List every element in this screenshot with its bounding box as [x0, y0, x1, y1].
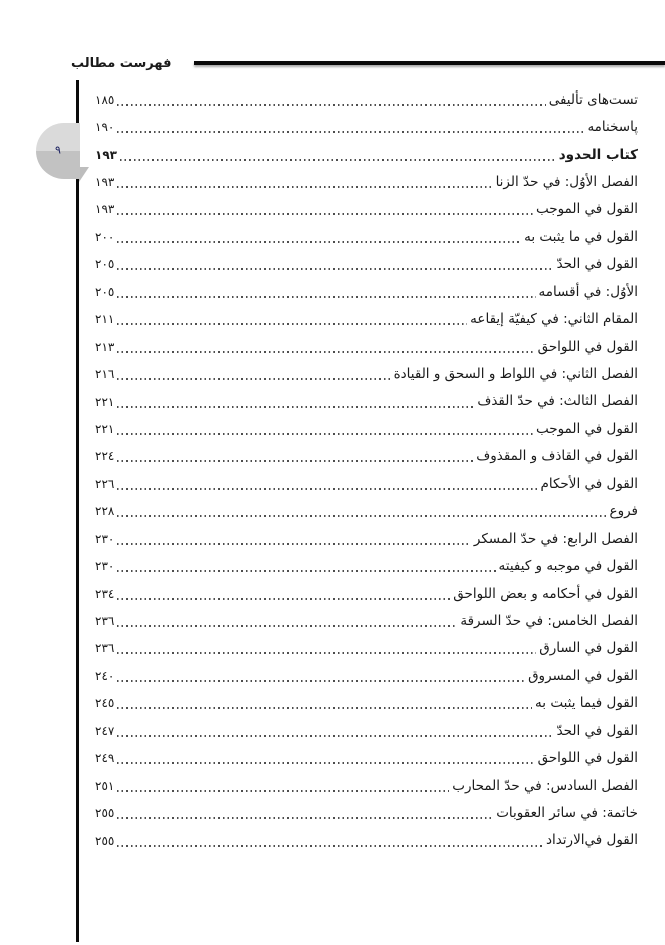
toc-row — [95, 772, 638, 799]
toc-row — [95, 168, 638, 195]
toc-entry-title: القول في اللواحق — [537, 338, 638, 355]
dot-leader — [117, 790, 449, 792]
dot-leader — [117, 570, 495, 572]
dot-leader — [117, 735, 553, 737]
dot-leader — [117, 762, 534, 764]
toc-entry-title: القول في‌الارتداد — [545, 832, 638, 849]
toc-entry-page-number: ٢٥٥ — [95, 806, 115, 821]
toc-entry-title: القول في القاذف و المقذوف — [476, 448, 638, 465]
toc-entry-page-number: ٢٤٠ — [95, 668, 115, 683]
toc-entry-title: المقام الثاني: في كيفيّة إيقاعه — [470, 311, 638, 328]
dot-leader — [117, 652, 536, 654]
toc-row — [95, 388, 638, 415]
toc-entry-title: القول في أحكامه و بعض اللواحق — [453, 585, 638, 602]
dot-leader — [117, 131, 584, 133]
toc-row — [95, 717, 638, 744]
header-rule — [194, 61, 665, 65]
toc-row — [95, 333, 638, 360]
toc-row — [95, 141, 638, 168]
toc-entry-page-number: ٢٢١ — [95, 394, 115, 409]
toc-entry-title: الفصل الثاني: في اللواط و السحق و القيادة — [393, 366, 638, 382]
toc-entry-title: القول في موجبه و كيفيته — [498, 558, 638, 575]
toc-entry-page-number: ١٨٥ — [95, 92, 115, 107]
toc-entry-page-number: ٢٠٥ — [95, 284, 115, 299]
dot-leader — [117, 460, 473, 462]
toc-entry-page-number: ٢٢٤ — [95, 449, 115, 464]
toc-entry-title: تست‌های تألیفی — [548, 91, 638, 108]
toc-row — [95, 278, 638, 305]
toc-row — [95, 113, 638, 140]
toc-entry-title: خاتمة: في سائر العقوبات — [496, 805, 638, 821]
toc-entry-page-number: ٢٤٥ — [95, 696, 115, 711]
toc-entry-page-number: ١٩٣ — [95, 175, 115, 190]
toc-entry-page-number: ٢٣٦ — [95, 641, 115, 656]
toc-entry-title: الفصل الثالث: في حدّ القذف — [477, 393, 638, 410]
toc-row — [95, 799, 638, 826]
toc-entry-page-number: ٢٢٦ — [95, 476, 115, 491]
dot-leader — [117, 543, 471, 545]
toc-entry-title: القول في الموجب — [535, 420, 638, 437]
margin-vertical-line — [76, 80, 79, 942]
toc-entry-page-number: ٢٢٨ — [95, 504, 115, 519]
toc-entry-title: القول في الموجب — [535, 201, 638, 218]
toc-entry-title: الفصل الأوُل: في حدّ الزنا — [495, 173, 638, 190]
dot-leader — [117, 625, 457, 627]
dot-leader — [117, 378, 390, 380]
page-number: ٩ — [55, 143, 61, 157]
toc-row — [95, 443, 638, 470]
toc-entry-page-number: ٢٣٦ — [95, 614, 115, 629]
toc-row — [95, 251, 638, 278]
toc-entry-page-number: ١٩٣ — [95, 147, 117, 162]
dot-leader — [117, 598, 450, 600]
toc-entry-title: القول فيما يثبت به — [535, 695, 638, 712]
toc-entry-page-number: ٢٤٩ — [95, 751, 115, 766]
dot-leader — [117, 515, 606, 517]
toc-entry-title: الفصل الرابع: في حدّ المسكر — [473, 530, 638, 547]
toc-entry-page-number: ٢٠٥ — [95, 257, 115, 272]
toc-entry-title: القول في الحدّ — [556, 256, 638, 273]
dot-leader — [117, 680, 525, 682]
toc-entry-page-number: ١٩٣ — [95, 202, 115, 217]
toc-entry-page-number: ٢٥٥ — [95, 833, 115, 848]
toc-entry-title: القول في الحدّ — [556, 722, 638, 739]
toc-entry-title: كتاب الحدود — [558, 146, 638, 163]
toc-entry-page-number: ٢٢١ — [95, 421, 115, 436]
toc-entry-page-number: ٢٥١ — [95, 778, 115, 793]
toc-list — [95, 86, 638, 854]
toc-row — [95, 607, 638, 634]
dot-leader — [117, 406, 474, 408]
toc-entry-title: الأوُل: في أقسامه — [538, 283, 638, 300]
toc-entry-title: القول في السارق — [539, 640, 638, 657]
dot-leader — [117, 351, 534, 353]
toc-row — [95, 580, 638, 607]
toc-row — [95, 827, 638, 854]
toc-entry-title: فروع — [609, 503, 638, 520]
toc-entry-page-number: ٢١٣ — [95, 339, 115, 354]
dot-leader — [117, 817, 493, 819]
toc-entry-title: پاسخنامه — [587, 119, 638, 136]
toc-row — [95, 635, 638, 662]
toc-entry-page-number: ٢٠٠ — [95, 229, 115, 244]
toc-entry-title: القول في اللواحق — [537, 750, 638, 767]
dot-leader — [120, 159, 556, 161]
toc-entry-page-number: ٢١١ — [95, 312, 115, 327]
dot-leader — [117, 488, 537, 490]
dot-leader — [117, 433, 533, 435]
toc-entry-title: الفصل السادس: في حدّ المحارب — [452, 777, 638, 794]
toc-row — [95, 306, 638, 333]
toc-row — [95, 552, 638, 579]
toc-row — [95, 470, 638, 497]
toc-row — [95, 662, 638, 689]
toc-row — [95, 690, 638, 717]
toc-row — [95, 86, 638, 113]
dot-leader — [117, 186, 492, 188]
page-number-tab — [36, 123, 80, 179]
toc-entry-title: القول في ما يثبت به — [524, 228, 638, 245]
dot-leader — [117, 323, 467, 325]
dot-leader — [117, 268, 553, 270]
toc-row — [95, 745, 638, 772]
dot-leader — [117, 241, 521, 243]
toc-row — [95, 415, 638, 442]
toc-row — [95, 196, 638, 223]
toc-row — [95, 360, 638, 387]
toc-entry-page-number: ٢١٦ — [95, 367, 115, 382]
toc-entry-title: الفصل الخامس: في حدّ السرقة — [460, 612, 638, 629]
page-header — [71, 50, 665, 76]
page-title: فهرست مطالب — [71, 55, 172, 71]
toc-entry-page-number: ١٩٠ — [95, 120, 115, 135]
dot-leader — [117, 845, 543, 847]
toc-row — [95, 498, 638, 525]
toc-entry-page-number: ٢٤٧ — [95, 723, 115, 738]
dot-leader — [117, 104, 545, 106]
toc-entry-page-number: ٢٣٤ — [95, 586, 115, 601]
toc-row — [95, 525, 638, 552]
toc-entry-page-number: ٢٣٠ — [95, 531, 115, 546]
tab-curl-shadow — [79, 167, 89, 182]
toc-entry-page-number: ٢٣٠ — [95, 559, 115, 574]
dot-leader — [117, 707, 532, 709]
dot-leader — [117, 296, 535, 298]
dot-leader — [117, 213, 533, 215]
toc-row — [95, 223, 638, 250]
toc-entry-title: القول في الأحكام — [540, 475, 638, 492]
toc-entry-title: القول في المسروق — [528, 667, 638, 684]
